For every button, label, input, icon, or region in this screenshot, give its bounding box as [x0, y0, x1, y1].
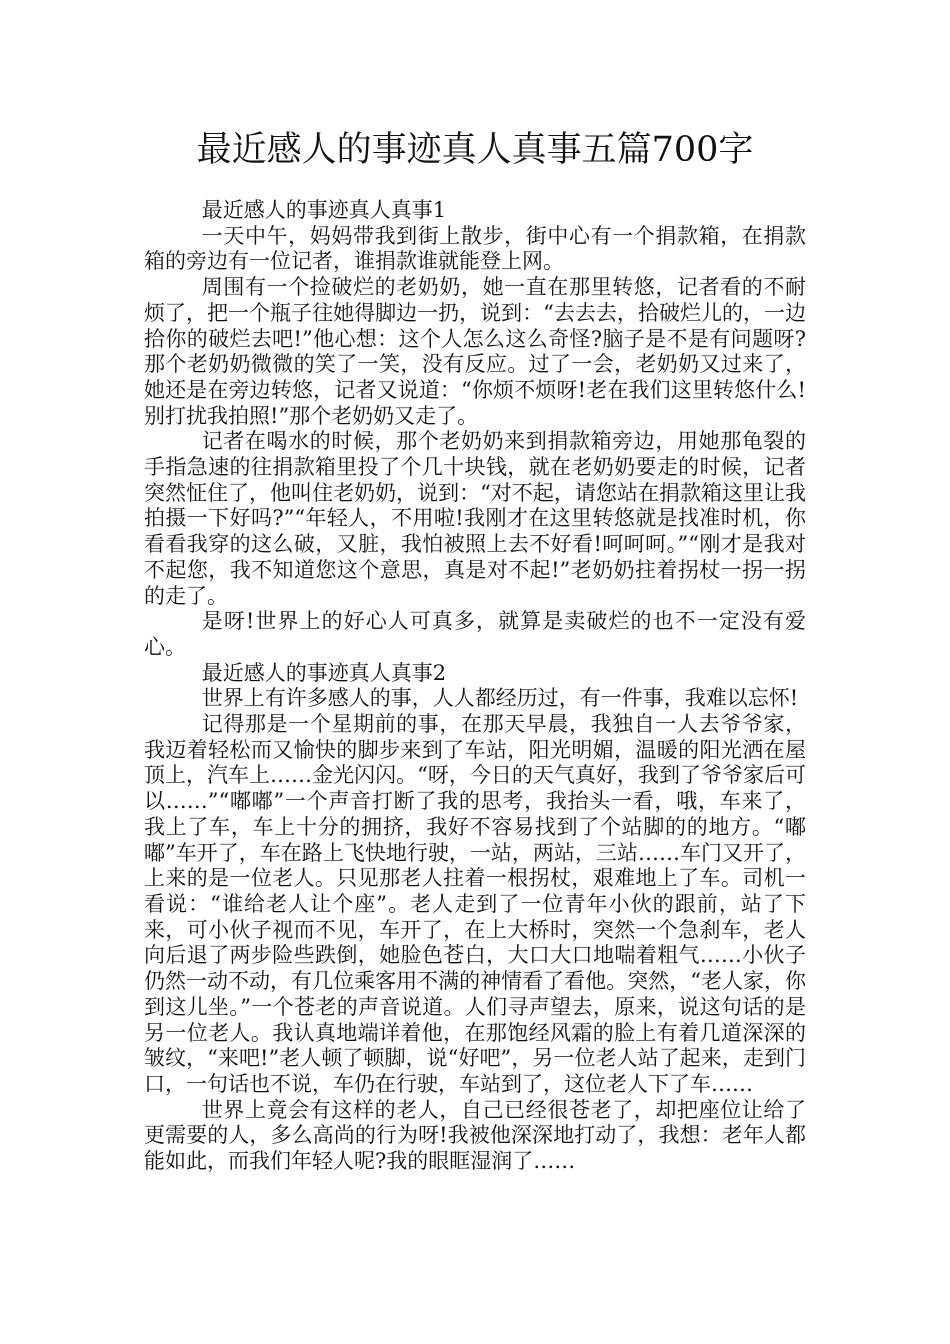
document-body [144, 198, 806, 1175]
paragraph: 记得那是一个星期前的事，在那天早晨，我独自一人去爷爷家，我迈着轻松而又愉快的脚步来到了车站，阳光明媚，温暖的阳光洒在屋顶上，汽车上……金光闪闪。“呀，今日的天气真好，我到了爷爷家后可以……”“嘟嘟”一个声音打断了我的思考，我抬头一看，哦，车来了，我上了车，车上十分的拥挤，我好不容易找到了个站脚的的地方。“嘟嘟”车开了，车在路上飞快地行驶，一站，两站，三站……车门又开了，上来的是一位老人。只见那老人拄着一根拐杖，艰难地上了车。司机一看说：“谁给老人让个座”。老人走到了一位青年小伙的跟前，站了下来，可小伙子视而不见，车开了，在上大桥时，突然一个急刹车，老人向后退了两步险些跌倒，她脸色苍白，大口大口地喘着粗气……小伙子仍然一动不动，有几位乘客用不满的神情看了看他。突然，“老人家，你到这儿坐。”一个苍老的声音说道。人们寻声望去，原来，说这句话的是另一位老人。我认真地端详着他，在那饱经风霜的脸上有着几道深深的皱纹，“来吧!”老人顿了顿脚，说“好吧”，另一位老人站了起来，走到门口，一句话也不说，车仍在行驶，车站到了，这位老人下了车…… [144, 712, 806, 1096]
paragraph: 记者在喝水的时候，那个老奶奶来到捐款箱旁边，用她那龟裂的手指急速的往捐款箱里投了个几十块钱，就在老奶奶要走的时候，记者突然怔住了，他叫住老奶奶，说到：“对不起，请您站在捐款箱这里让我拍摄一下好吗?”“年轻人，不用啦!我刚才在这里转悠就是找准时机，你看看我穿的这么破，又脏，我怕被照上去不好看!呵呵呵。”“刚才是我对不起您，我不知道您这个意思，真是对不起!”老奶奶拄着拐杖一拐一拐的走了。 [144, 429, 806, 608]
paragraph: 一天中午，妈妈带我到街上散步，街中心有一个捐款箱，在捐款箱的旁边有一位记者，谁捐款谁就能登上网。 [144, 223, 806, 274]
paragraph: 世界上有许多感人的事，人人都经历过，有一件事，我难以忘怀! [201, 686, 799, 711]
paragraph: 周围有一个捡破烂的老奶奶，她一直在那里转悠，记者看的不耐烦了，把一个瓶子往她得脚边一扔，说到：“去去去，拾破烂儿的，一边拾你的破烂去吧!”他心想：这个人怎么这么奇怪?脑子是不是有问题呀?那个老奶奶微微的笑了一笑，没有反应。过了一会，老奶奶又过来了，她还是在旁边转悠，记者又说道：“你烦不烦呀!老在我们这里转悠什么!别打扰我拍照!”那个老奶奶又走了。 [144, 275, 806, 428]
document-title: 最近感人的事迹真人真事五篇700字 [196, 130, 754, 170]
section-heading-2: 最近感人的事迹真人真事2 [201, 660, 447, 685]
paragraph: 世界上竟会有这样的老人，自己已经很苍老了，却把座位让给了更需要的人，多么高尚的行为呀!我被他深深地打动了，我想：老年人都能如此，而我们年轻人呢?我的眼眶湿润了…… [144, 1097, 806, 1174]
paragraph: 是呀!世界上的好心人可真多，就算是卖破烂的也不一定没有爱心。 [144, 609, 806, 659]
section-heading-1: 最近感人的事迹真人真事1 [201, 198, 447, 222]
